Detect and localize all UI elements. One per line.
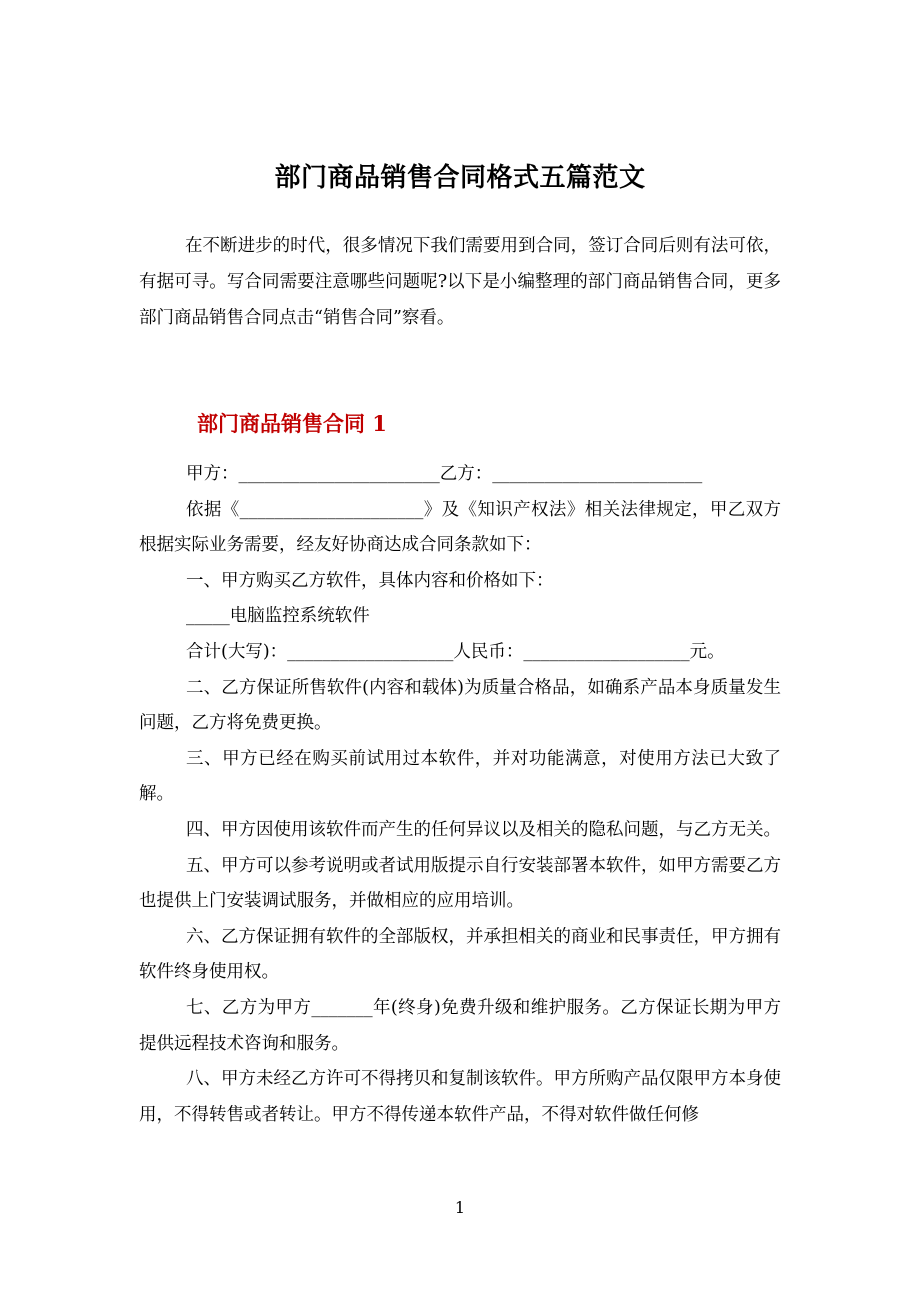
section-heading: 部门商品销售合同 1	[197, 411, 387, 436]
clause-1: 一、甲方购买乙方软件，具体内容和价格如下：	[186, 570, 554, 591]
document-title: 部门商品销售合同格式五篇范文	[274, 163, 646, 193]
legal-basis-paragraph: 依据《_____________________》及《知识产权法》相关法律规定，甲乙双方根据实际业务需要，经友好协商达成合同条款如下：	[139, 499, 781, 556]
clause-2: 二、乙方保证所售软件(内容和载体)为质量合格品，如确系产品本身质量发生问题，乙方将免费更换。	[139, 677, 781, 734]
page-number: 1	[454, 1198, 466, 1217]
clause-7: 七、乙方为甲方_______年(终身)免费升级和维护服务。乙方保证长期为甲方提供远程技术咨询和服务。	[139, 997, 781, 1054]
party-line: 甲方：_______________________乙方：________________________	[186, 464, 703, 484]
clause-3: 三、甲方已经在购买前试用过本软件，并对功能满意，对使用方法已大致了解。	[139, 748, 781, 805]
clause-6: 六、乙方保证拥有软件的全部版权，并承担相关的商业和民事责任，甲方拥有软件终身使用权。	[139, 926, 781, 983]
clause-8: 八、甲方未经乙方许可不得拷贝和复制该软件。甲方所购产品仅限甲方本身使用，不得转售或者转让。甲方不得传递本软件产品，不得对软件做任何修	[139, 1069, 781, 1125]
contract-body	[139, 457, 781, 1133]
clause-4: 四、甲方因使用该软件而产生的任何异议以及相关的隐私问题，与乙方无关。	[186, 819, 781, 840]
intro-paragraph: 在不断进步的时代，很多情况下我们需要用到合同，签订合同后则有法可依，有据可寻。写合同需要注意哪些问题呢?以下是小编整理的部门商品销售合同，更多部门商品销售合同点击“销售合同”察看。	[139, 236, 781, 328]
total-line: 合计(大写)：___________________人民币：___________________元。	[186, 641, 725, 662]
clause-5: 五、甲方可以参考说明或者试用版提示自行安装部署本软件，如甲方需要乙方也提供上门安装调试服务，并做相应的应用培训。	[139, 855, 781, 912]
software-line: _____电脑监控系统软件	[186, 606, 370, 627]
